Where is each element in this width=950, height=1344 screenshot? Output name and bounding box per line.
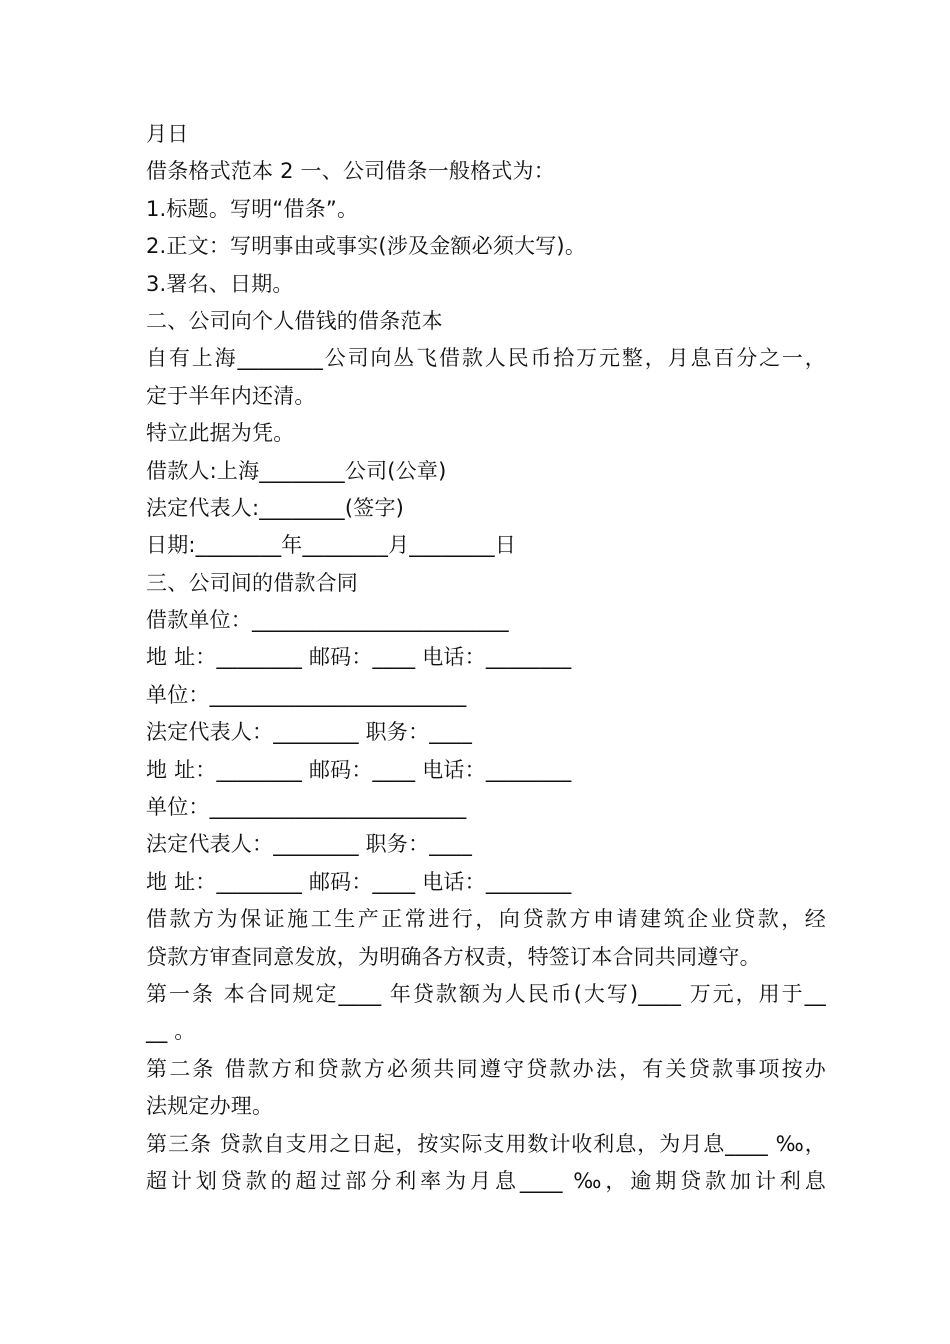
iou-date: 日期:________年________月________日 [146,533,517,558]
contract-preamble-line-1: 借款方为保证施工生产正常进行，向贷款方申请建筑企业贷款，经 [146,907,826,932]
format-item-title: 1.标题。写明“借条”。 [146,196,359,221]
article-one-line-2: __ 。 [146,1019,196,1044]
unit-field-2: 单位：________________________ [146,795,467,820]
address-row-3: 地 址：________ 邮码：____ 电话：________ [146,869,572,894]
unit-field-1: 单位：________________________ [146,682,467,707]
representative-row-2: 法定代表人：________ 职务：____ [146,832,473,857]
address-row-2: 地 址：________ 邮码：____ 电话：________ [146,757,572,782]
representative-row-1: 法定代表人：________ 职务：____ [146,720,473,745]
format-item-body: 2.正文：写明事由或事实(涉及金额必须大写)。 [146,234,587,259]
iou-statement: 特立此据为凭。 [146,421,295,446]
iou-body-line-1: 自有上海________公司向丛飞借款人民币拾万元整，月息百分之一， [146,346,826,371]
iou-borrower: 借款人:上海________公司(公章) [146,458,447,483]
address-row-1: 地 址：________ 邮码：____ 电话：________ [146,645,572,670]
article-three-line-1: 第三条 贷款自支用之日起，按实际支用数计收利息，为月息____ ‰， [146,1131,826,1156]
article-two-line-1: 第二条 借款方和贷款方必须共同遵守贷款办法，有关贷款事项按办 [146,1056,826,1081]
article-one-line-1: 第一条 本合同规定____ 年贷款额为人民币(大写)____ 万元，用于__ [146,981,826,1006]
iou-body-line-2: 定于半年内还清。 [146,383,316,408]
format-item-signature: 3.署名、日期。 [146,271,294,296]
document-body [146,116,826,1200]
section-one-title: 借条格式范本 2 一、公司借条一般格式为： [146,159,555,184]
article-three-line-2: 超计划贷款的超过部分利率为月息____ ‰，逾期贷款加计利息 [146,1168,826,1193]
article-two-line-2: 法规定办理。 [146,1094,274,1119]
iou-representative: 法定代表人:________(签字) [146,495,405,520]
borrowing-unit-field: 借款单位：________________________ [146,608,509,633]
date-heading: 月日 [146,122,189,146]
section-three-title: 三、公司间的借款合同 [146,570,358,595]
section-two-title: 二、公司向个人借钱的借条范本 [146,308,443,333]
contract-preamble-line-2: 贷款方审查同意发放，为明确各方权责，特签订本合同共同遵守。 [146,944,761,969]
